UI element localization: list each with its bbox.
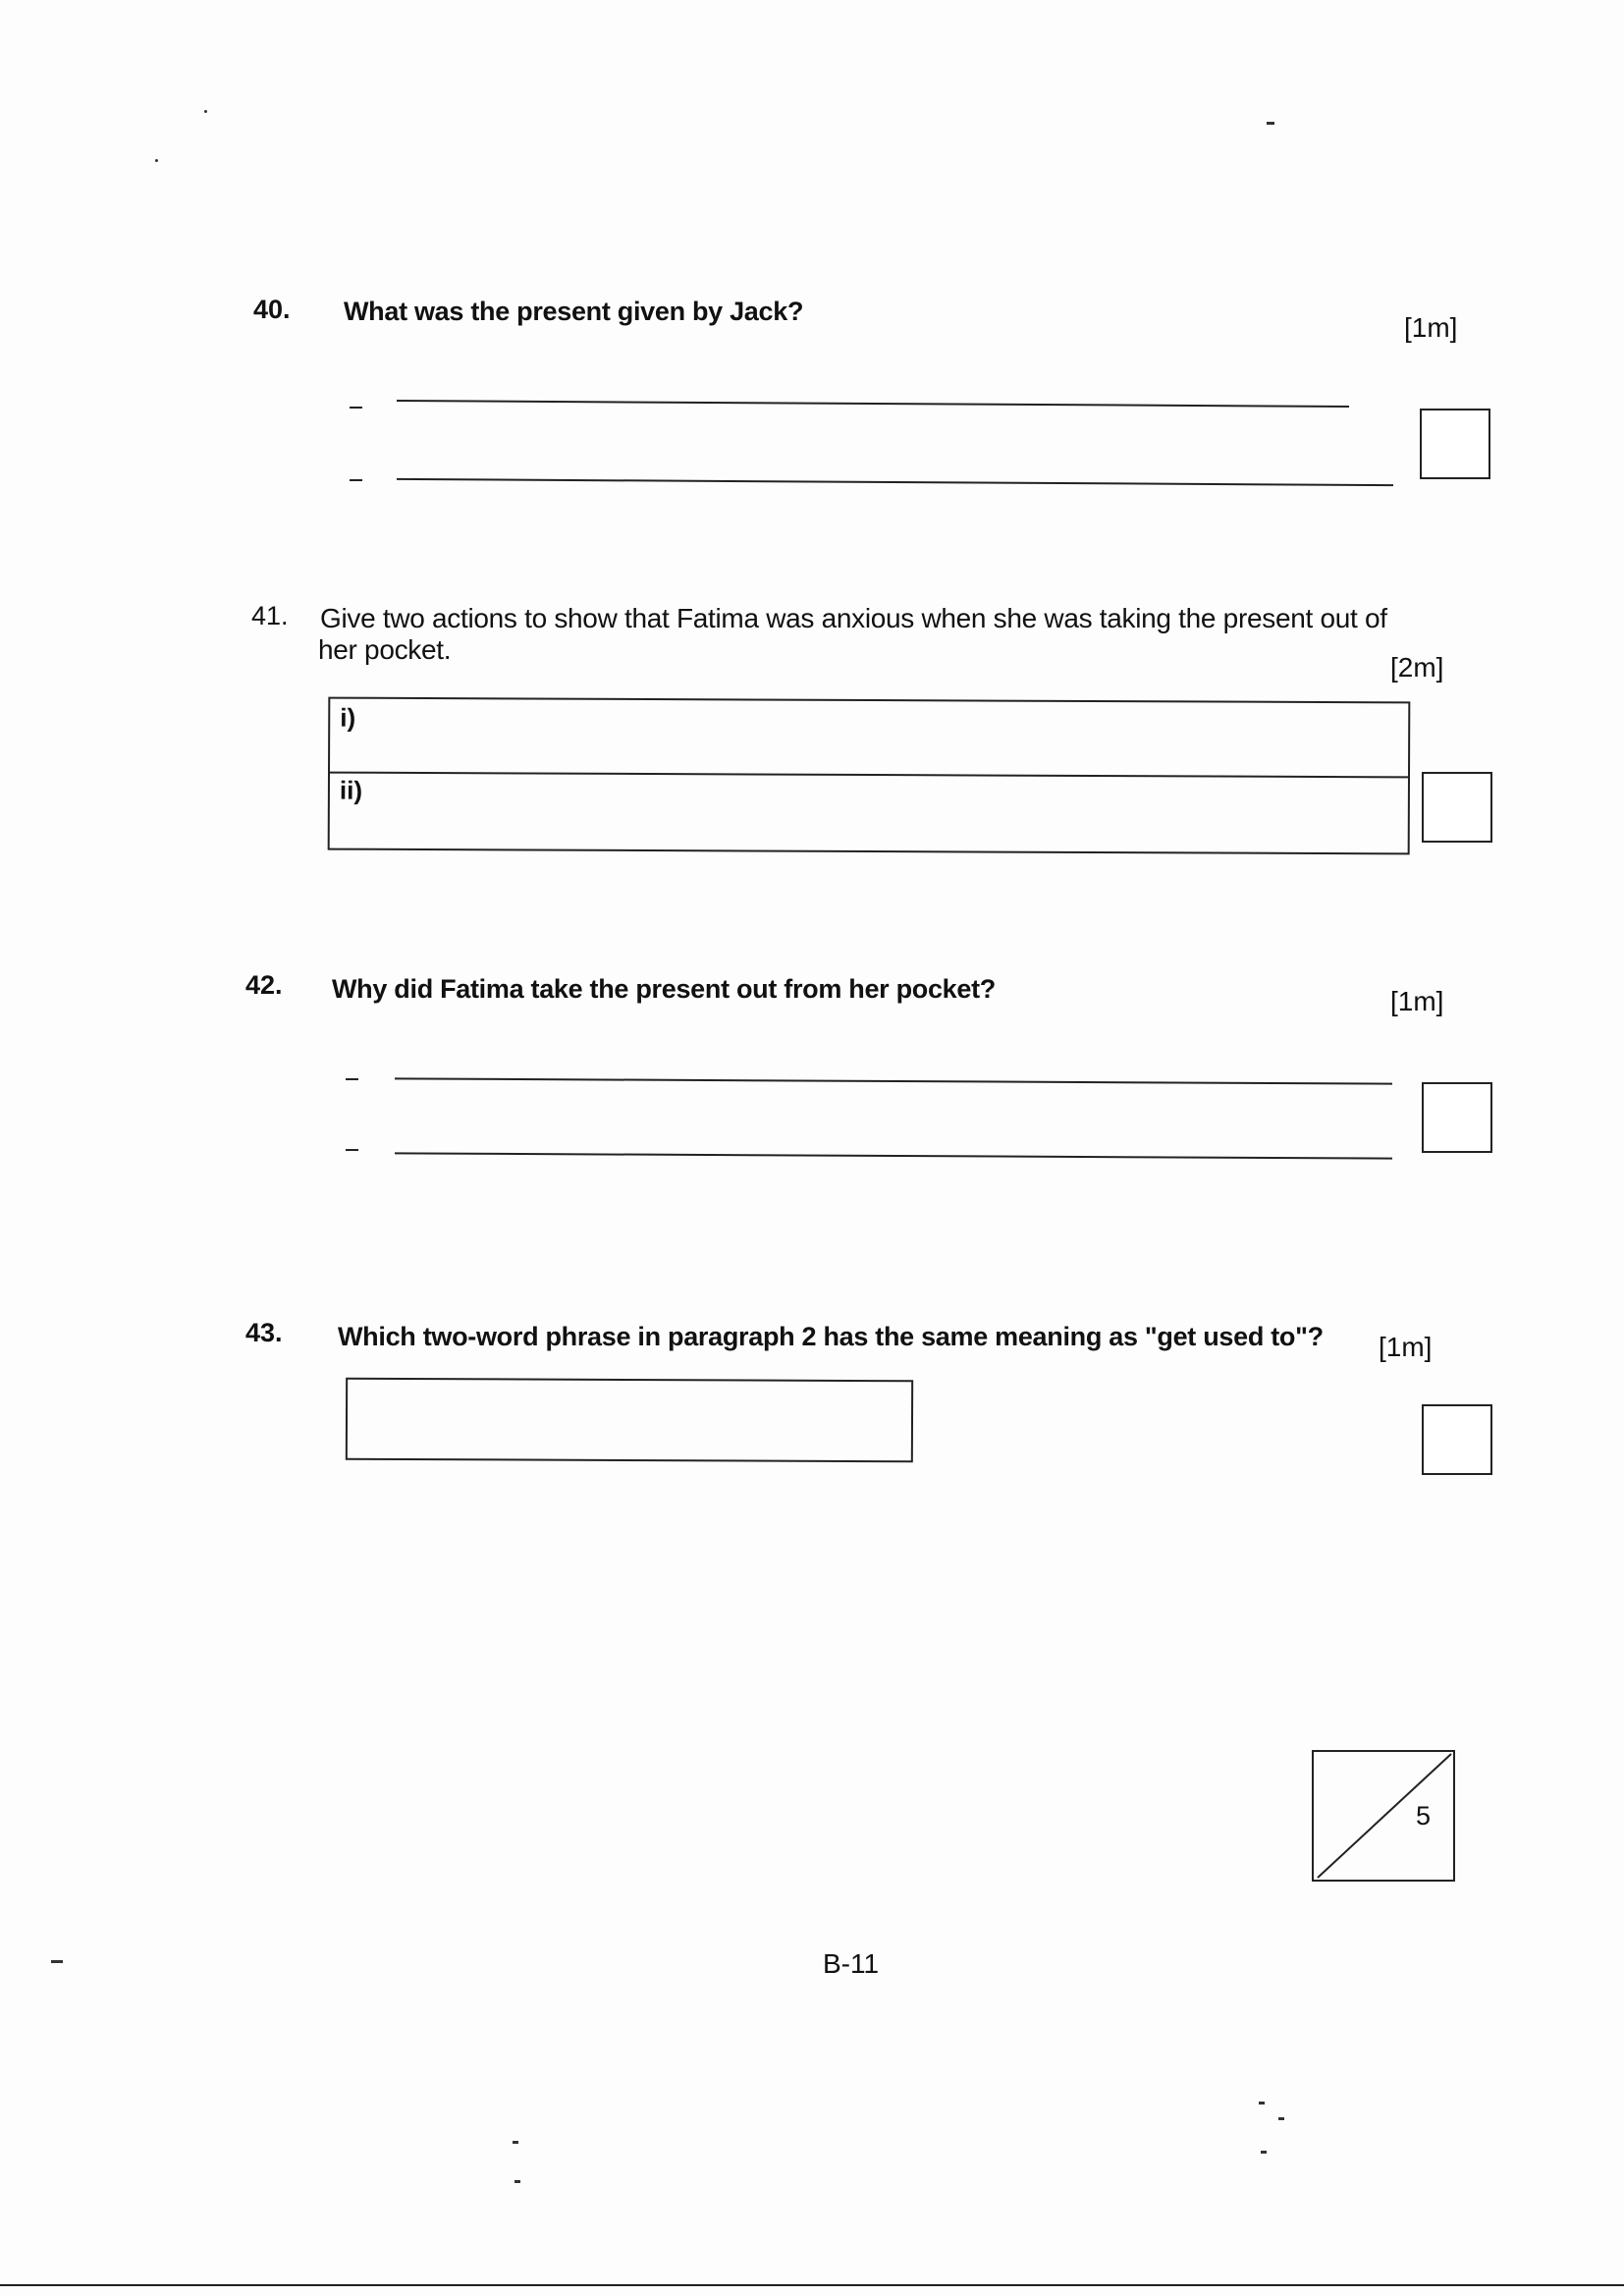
question-number: 40.	[253, 295, 291, 324]
scan-speck	[1267, 122, 1274, 125]
score-box[interactable]	[1422, 1404, 1492, 1475]
page-total-score: 5	[1416, 1801, 1432, 1831]
marks-label: [1m]	[1379, 1332, 1433, 1362]
scan-speck	[1259, 2102, 1265, 2105]
score-box[interactable]	[1420, 409, 1490, 479]
page-code: B-11	[823, 1948, 880, 1979]
question-text: Why did Fatima take the present out from her pocket?	[332, 974, 996, 1004]
scan-speck	[513, 2141, 518, 2144]
question-text-line1: Give two actions to show that Fatima was anxious when she was taking the present out of	[320, 603, 1387, 633]
score-box[interactable]	[1422, 772, 1492, 843]
scan-speck	[1278, 2117, 1284, 2120]
row-label: i)	[340, 702, 356, 733]
answer-row-2[interactable]	[330, 774, 1408, 851]
line-bullet	[346, 1149, 358, 1151]
scan-speck	[514, 2180, 520, 2183]
question-text-line2: her pocket.	[318, 634, 452, 665]
answer-box[interactable]	[346, 1378, 913, 1463]
scan-speck	[204, 110, 207, 113]
question-text: What was the present given by Jack?	[344, 297, 804, 326]
line-bullet	[350, 479, 362, 481]
line-bullet	[350, 407, 362, 409]
question-number: 42.	[245, 970, 283, 1000]
footer-rule	[0, 2284, 1624, 2286]
answer-line-2[interactable]	[395, 1152, 1392, 1159]
answer-line-1[interactable]	[395, 1077, 1392, 1084]
question-text: Which two-word phrase in paragraph 2 has the same meaning as "get used to"?	[338, 1322, 1324, 1351]
page-total-box	[1312, 1750, 1455, 1882]
question-number: 43.	[245, 1318, 283, 1347]
answer-line-1[interactable]	[397, 400, 1349, 408]
question-number: 41.	[251, 601, 289, 630]
answer-row-1[interactable]	[330, 699, 1408, 777]
row-label: ii)	[339, 775, 363, 805]
scan-speck	[155, 159, 158, 162]
answer-table	[328, 697, 1411, 855]
answer-line-2[interactable]	[397, 478, 1393, 486]
scan-speck	[51, 1960, 63, 1963]
scan-speck	[1261, 2151, 1267, 2154]
line-bullet	[346, 1078, 358, 1080]
score-box[interactable]	[1422, 1082, 1492, 1153]
marks-label: [2m]	[1390, 652, 1444, 683]
diagonal-divider-icon	[1314, 1752, 1453, 1880]
marks-label: [1m]	[1404, 312, 1458, 343]
marks-label: [1m]	[1390, 986, 1444, 1016]
